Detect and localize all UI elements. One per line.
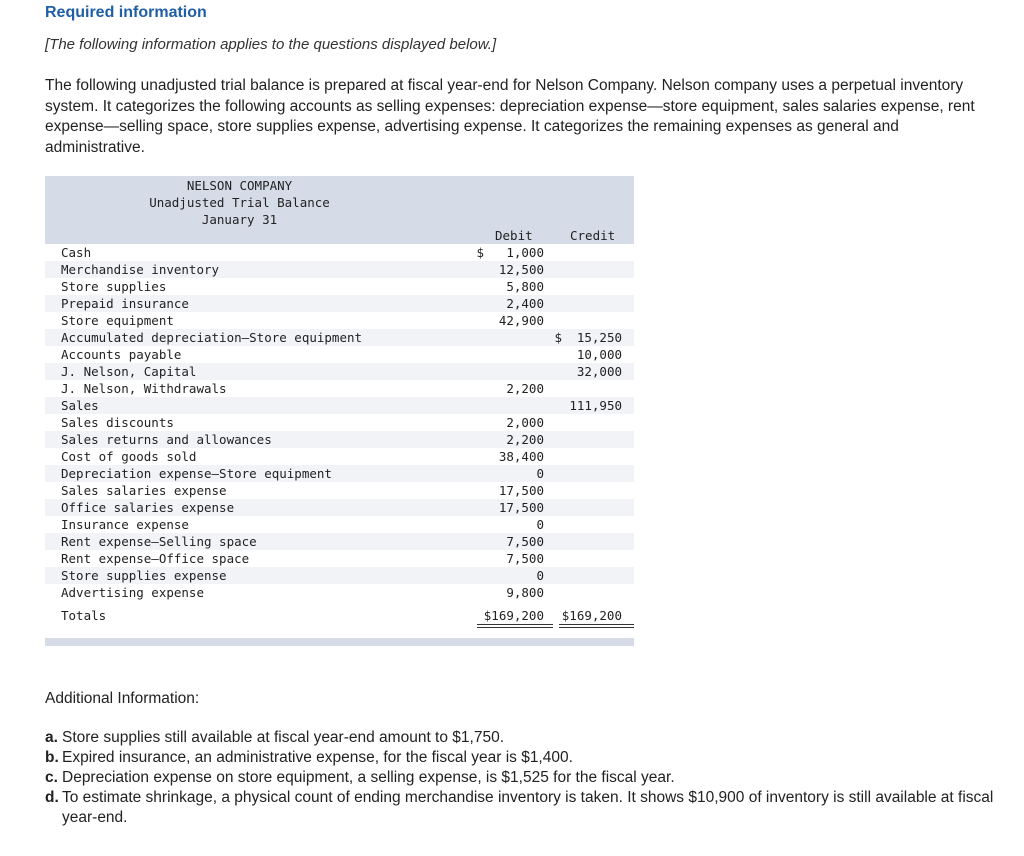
debit-value: 2,000	[506, 415, 544, 430]
trial-balance-footer-bar	[45, 638, 634, 646]
table-row	[45, 312, 634, 329]
account-name: Sales	[61, 398, 99, 413]
trial-balance-header	[45, 176, 634, 244]
item-text: To estimate shrinkage, a physical count of ending merchandise inventory is taken. It shows $10,900 of inventory is still available at fiscal year-end.	[62, 789, 994, 826]
debit-amount	[536, 465, 544, 482]
totals-credit-double-underline	[559, 624, 634, 628]
table-row	[45, 584, 634, 601]
table-row	[45, 533, 634, 550]
table-row	[45, 346, 634, 363]
debit-value: 5,800	[506, 279, 544, 294]
table-row	[45, 278, 634, 295]
account-name: Sales returns and allowances	[61, 432, 272, 447]
table-row	[45, 550, 634, 567]
debit-amount	[506, 295, 544, 312]
credit-currency-symbol: $	[554, 330, 562, 345]
account-name: Insurance expense	[61, 517, 189, 532]
problem-description: The following unadjusted trial balance is prepared at fiscal year-end for Nelson Company. Nelson company uses a perpetual inventory system. It categorizes the following accounts as selling expenses: depreciation expense—store equipment, sales salaries expense, rent expense—selling space, store supplies expense, advertising expense. It categorizes the remaining expenses as general and administrative.	[45, 77, 975, 156]
account-name: J. Nelson, Capital	[61, 364, 197, 379]
item-text: Depreciation expense on store equipment, a selling expense, is $1,525 for the fiscal year.	[62, 769, 675, 786]
account-name: Prepaid insurance	[61, 296, 189, 311]
debit-value: 2,200	[506, 432, 544, 447]
table-row	[45, 465, 634, 482]
debit-value: 42,900	[498, 313, 544, 328]
debit-value: 0	[536, 568, 544, 583]
item-letter: c.	[45, 769, 58, 786]
debit-amount	[499, 448, 544, 465]
totals-label: Totals	[61, 608, 107, 623]
credit-amount	[569, 397, 622, 414]
table-row	[45, 329, 634, 346]
table-row	[45, 414, 634, 431]
table-row	[45, 397, 634, 414]
additional-info-item	[45, 768, 995, 788]
debit-value: 38,400	[498, 449, 544, 464]
account-name: Office salaries expense	[61, 500, 235, 515]
debit-amount	[536, 516, 544, 533]
debit-amount	[506, 414, 544, 431]
account-name: Sales discounts	[61, 415, 174, 430]
debit-value: 7,500	[506, 534, 544, 549]
trial-balance-table	[45, 176, 634, 646]
debit-amount	[506, 584, 544, 601]
table-row	[45, 363, 634, 380]
item-text: Expired insurance, an administrative expense, for the fiscal year is $1,400.	[62, 749, 573, 766]
trial-balance-title	[45, 177, 434, 228]
debit-column-header: Debit	[495, 228, 533, 243]
debit-amount	[536, 567, 544, 584]
table-row	[45, 516, 634, 533]
debit-amount	[506, 431, 544, 448]
additional-info-item	[45, 728, 995, 748]
table-row	[45, 567, 634, 584]
table-row	[45, 295, 634, 312]
debit-amount	[499, 499, 544, 516]
debit-amount	[506, 533, 544, 550]
debit-value: 2,200	[506, 381, 544, 396]
credit-value: 10,000	[576, 347, 622, 362]
debit-currency-symbol: $	[476, 245, 484, 260]
item-letter: d.	[45, 789, 59, 806]
table-row	[45, 482, 634, 499]
debit-value: 17,500	[498, 500, 544, 515]
credit-value: 111,950	[569, 398, 622, 413]
item-letter: a.	[45, 729, 58, 746]
credit-amount	[554, 329, 622, 346]
credit-value: 15,250	[576, 330, 622, 345]
statement-date: January 31	[201, 212, 278, 227]
debit-amount	[506, 550, 544, 567]
debit-value: 0	[536, 466, 544, 481]
account-name: Rent expense—Selling space	[61, 534, 257, 549]
item-text: Store supplies still available at fiscal year-end amount to $1,750.	[62, 729, 504, 746]
credit-value: 32,000	[576, 364, 622, 379]
table-row	[45, 448, 634, 465]
required-information-title: Required information	[45, 4, 207, 21]
table-row	[45, 261, 634, 278]
debit-amount	[499, 312, 544, 329]
credit-amount	[577, 363, 622, 380]
account-name: Accumulated depreciation—Store equipment	[61, 330, 363, 345]
account-name: Merchandise inventory	[61, 262, 220, 277]
credit-column-header: Credit	[570, 228, 616, 243]
account-name: Cost of goods sold	[61, 449, 197, 464]
debit-amount	[506, 380, 544, 397]
debit-value: 17,500	[498, 483, 544, 498]
totals-debit: $169,200	[483, 608, 544, 623]
company-name: NELSON COMPANY	[186, 178, 293, 193]
debit-value: 0	[536, 517, 544, 532]
debit-amount	[499, 261, 544, 278]
debit-amount	[506, 278, 544, 295]
account-name: Rent expense—Office space	[61, 551, 250, 566]
debit-value: 7,500	[506, 551, 544, 566]
additional-info-item	[45, 788, 995, 828]
credit-amount	[577, 346, 622, 363]
additional-information-title: Additional Information:	[45, 690, 200, 707]
table-row	[45, 380, 634, 397]
debit-value: 1,000	[506, 245, 544, 260]
debit-value: 12,500	[498, 262, 544, 277]
debit-amount	[499, 482, 544, 499]
account-name: J. Nelson, Withdrawals	[61, 381, 227, 396]
statement-name: Unadjusted Trial Balance	[149, 195, 330, 210]
debit-value: 2,400	[506, 296, 544, 311]
table-row	[45, 431, 634, 448]
totals-debit-double-underline	[477, 624, 553, 628]
account-name: Store supplies	[61, 279, 167, 294]
account-name: Advertising expense	[61, 585, 204, 600]
totals-row	[45, 601, 634, 630]
debit-amount	[476, 244, 544, 261]
account-name: Store equipment	[61, 313, 174, 328]
account-name: Accounts payable	[61, 347, 182, 362]
totals-credit: $169,200	[561, 608, 622, 623]
additional-info-item	[45, 748, 995, 768]
account-name: Depreciation expense—Store equipment	[61, 466, 332, 481]
table-row	[45, 499, 634, 516]
table-row	[45, 244, 634, 261]
trial-balance-rows	[45, 244, 634, 601]
additional-information-list	[45, 728, 995, 828]
account-name: Store supplies expense	[61, 568, 227, 583]
item-letter: b.	[45, 749, 59, 766]
intro-note: [The following information applies to the questions displayed below.]	[45, 36, 497, 53]
account-name: Cash	[61, 245, 92, 260]
debit-value: 9,800	[506, 585, 544, 600]
account-name: Sales salaries expense	[61, 483, 227, 498]
